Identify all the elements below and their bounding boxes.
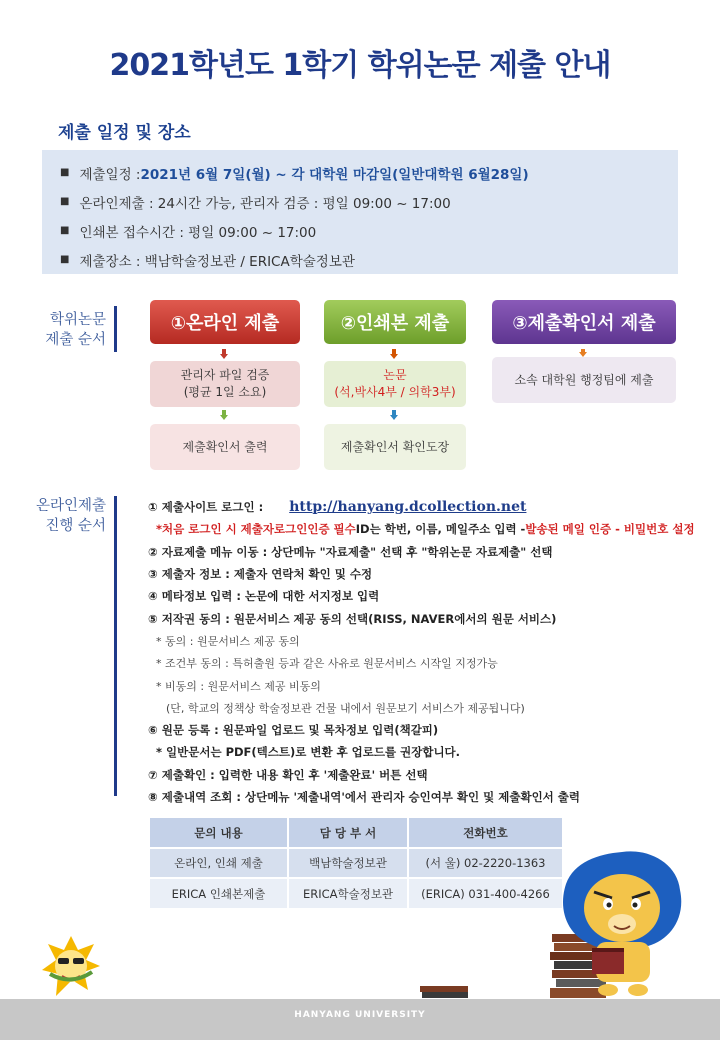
square-bullet-icon: ■ — [60, 196, 70, 207]
table-row — [150, 848, 563, 878]
step2-thesis-box — [324, 361, 466, 407]
table-cell: 백남학술정보관 — [288, 848, 408, 878]
footer-bar: HANYANG UNIVERSITY — [0, 999, 720, 1040]
flow-side-label-line1: 학위논문 — [49, 312, 106, 328]
table-row — [150, 878, 563, 908]
list-item: ⑧ 제출내역 조회 : 상단메뉴 '제출내역'에서 관리자 승인여부 확인 및 제출확인서 출력 — [148, 790, 581, 804]
flow-side-label — [0, 310, 106, 350]
login-step-label: ① 제출사이트 로그인 : — [148, 500, 264, 515]
list-item: * 동의 : 원문서비스 제공 동의 — [156, 634, 300, 648]
flow-side-divider — [114, 306, 117, 352]
arrow-down-icon — [220, 415, 228, 420]
table-cell: 온라인, 인쇄 제출 — [150, 848, 288, 878]
table-cell: ERICA 인쇄본제출 — [150, 878, 288, 908]
column-header: 전화번호 — [408, 818, 563, 848]
schedule-heading: 제출 일정 및 장소 — [58, 123, 191, 143]
list-item — [148, 518, 720, 540]
column-header: 문의 내용 — [150, 818, 288, 848]
table-cell: (ERICA) 031-400-4266 — [408, 878, 563, 908]
schedule-item-label: 인쇄본 접수시간 : 평일 09:00 ~ 17:00 — [79, 224, 317, 241]
list-item: * 일반문서는 PDF(텍스트)로 변환 후 업로드를 권장합니다. — [156, 745, 461, 760]
schedule-item — [60, 216, 678, 245]
table-header-row — [150, 818, 563, 848]
login-note: ID는 학번, 이름, 메일주소 입력 - — [355, 522, 526, 537]
square-bullet-icon: ■ — [60, 254, 70, 265]
step1-box1-line1: 관리자 파일 검증 — [180, 368, 270, 382]
page-title: 2021학년도 1학기 학위논문 제출 안내 — [109, 48, 611, 83]
online-side-label — [0, 496, 106, 536]
online-side-label-line2: 진행 순서 — [45, 518, 106, 534]
step-confirmation-submit: ③제출확인서 제출 — [492, 300, 676, 344]
step2-stamp-box: 제출확인서 확인도장 — [324, 424, 466, 470]
online-side-label-line1: 온라인제출 — [35, 498, 106, 514]
arrow-down-icon — [220, 354, 228, 359]
step3-submit-office-box: 소속 대학원 행정팀에 제출 — [492, 357, 676, 403]
square-bullet-icon: ■ — [60, 225, 70, 236]
arrow-down-icon — [390, 354, 398, 359]
login-note-red: *처음 로그인 시 제출자로그인인증 필수 — [156, 522, 356, 537]
list-item: ③ 제출자 정보 : 제출자 연락처 확인 및 수정 — [148, 567, 373, 582]
online-steps — [148, 496, 720, 808]
list-item — [148, 496, 720, 518]
list-item: ⑦ 제출확인 : 입력한 내용 확인 후 '제출완료' 버튼 선택 — [148, 767, 428, 782]
square-bullet-icon: ■ — [60, 167, 70, 178]
schedule-item — [60, 245, 678, 274]
step1-print-confirmation-box: 제출확인서 출력 — [150, 424, 300, 470]
list-item: * 조건부 동의 : 특허출원 등과 같은 사유로 원문서비스 시작일 지정가능 — [156, 657, 498, 671]
schedule-item — [60, 158, 678, 187]
schedule-item-label: 제출일정 : — [79, 166, 141, 183]
step2-box1-line2: (석,박사4부 / 의학3부) — [334, 385, 456, 399]
column-header: 담 당 부 서 — [288, 818, 408, 848]
step-online-submit: ①온라인 제출 — [150, 300, 300, 344]
step1-file-verify-box — [150, 361, 300, 407]
list-item: ④ 메타정보 입력 : 논문에 대한 서지정보 입력 — [148, 589, 380, 604]
lion-mascot-sunglasses-icon — [40, 934, 102, 1000]
list-item: ② 자료제출 메뉴 이동 : 상단메뉴 "자료제출" 선택 후 "학위논문 자료제출" 선택 — [148, 544, 553, 559]
schedule-item-label: 제출장소 : 백남학술정보관 / ERICA학술정보관 — [79, 253, 355, 270]
step2-box1-line1: 논문 — [383, 368, 407, 382]
login-note-red-2: 발송된 메일 인증 - 비밀번호 설정 — [525, 522, 695, 537]
step-print-submit: ②인쇄본 제출 — [324, 300, 466, 344]
step1-box1-line2: (평균 1일 소요) — [183, 385, 267, 399]
schedule-item-highlight: 2021년 6월 7일(월) ~ 각 대학원 마감일(일반대학원 6월28일) — [140, 166, 529, 183]
online-side-divider — [114, 496, 117, 796]
list-item: (단, 학교의 정책상 학술정보관 건물 내에서 원문보기 서비스가 제공됩니다) — [166, 701, 525, 715]
dcollection-link[interactable]: http://hanyang.dcollection.net — [289, 499, 527, 516]
table-cell: (서 울) 02-2220-1363 — [408, 848, 563, 878]
list-item: * 비동의 : 원문서비스 제공 비동의 — [156, 679, 321, 693]
lion-mascot-reading-icon — [552, 848, 692, 998]
book-stack-icon — [420, 982, 470, 1000]
schedule-item — [60, 187, 678, 216]
flow-side-label-line2: 제출 순서 — [45, 332, 106, 348]
list-item: ⑥ 원문 등록 : 원문파일 업로드 및 목차정보 입력(책갈피) — [148, 723, 439, 738]
contact-table — [150, 818, 564, 908]
table-cell: ERICA학술정보관 — [288, 878, 408, 908]
arrow-down-icon — [390, 415, 398, 420]
schedule-item-label: 온라인제출 : 24시간 가능, 관리자 검증 : 평일 09:00 ~ 17:00 — [79, 195, 451, 212]
schedule-box — [42, 150, 678, 274]
list-item: ⑤ 저작권 동의 : 원문서비스 제공 동의 선택(RISS, NAVER에서의 원문 서비스) — [148, 611, 557, 626]
